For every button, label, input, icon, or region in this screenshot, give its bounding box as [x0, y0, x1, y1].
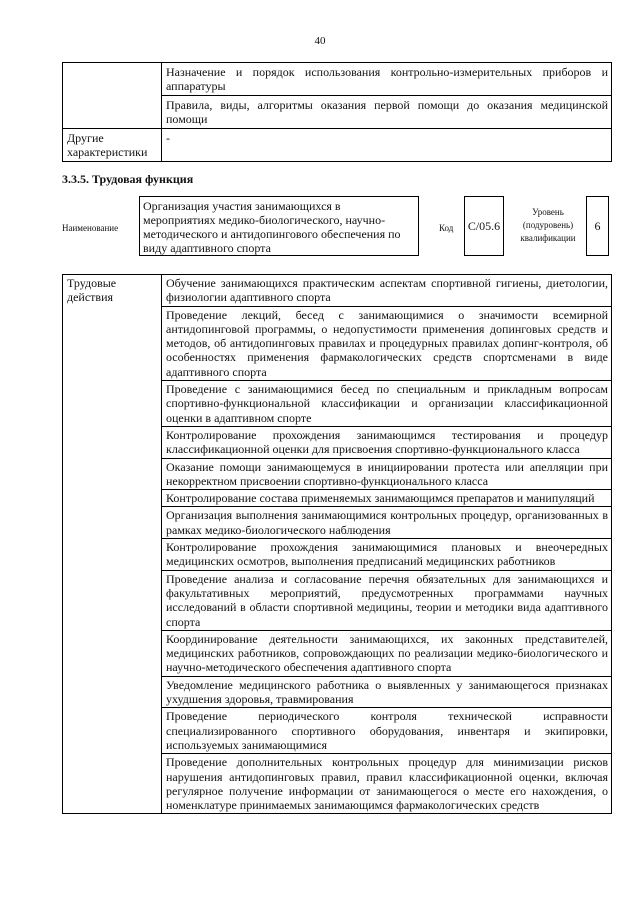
table-cell: Назначение и порядок использования контрольно-измерительных приборов и аппаратуры	[162, 63, 612, 96]
table-cell: Проведение лекций, бесед с занимающимися о значимости всемирной антидопинговой программы, о недопустимости применения допинговых средств и методов, об антидопинговых правилах и процедурных правилах допинг-контроля, об особенностях применения фармакологических средств спортсменами в виде адаптивного спорта	[162, 306, 612, 380]
page-number: 40	[314, 35, 326, 47]
table-cell: Уведомление медицинского работника о выявленных у занимающегося признаках ухудшения здоровья, травмирования	[162, 676, 612, 708]
function-code: C/05.6	[464, 196, 504, 256]
row-label	[63, 63, 162, 129]
function-name: Организация участия занимающихся в мероприятиях медико-биологического, научно-методического и антидопингового обеспечения по виду адаптивного спорта	[139, 196, 419, 256]
table-cell: -	[162, 129, 612, 162]
code-label: Код	[439, 223, 454, 233]
table-cell: Обучение занимающихся практическим аспектам спортивной гигиены, диетологии, физиологии адаптивного спорта	[162, 275, 612, 307]
table-cell: Контролирование прохождения занимающимся тестирования и процедур классификационной оценки для присвоения спортивно-функционального класса	[162, 426, 612, 458]
row-label: Другие характеристики	[63, 129, 162, 162]
table-row	[63, 129, 612, 162]
table-cell: Правила, виды, алгоритмы оказания первой помощи до оказания медицинской помощи	[162, 96, 612, 129]
section-heading: 3.3.5. Трудовая функция	[62, 172, 194, 186]
name-label: Наименование	[62, 223, 119, 233]
table-cell: Организация выполнения занимающимися контрольных процедур, организованных в рамках медико-биологического наблюдения	[162, 507, 612, 539]
table-cell: Оказание помощи занимающемуся в инициировании протеста или апелляции при некорректном присвоении спортивно-функционального класса	[162, 458, 612, 490]
function-level: 6	[586, 196, 609, 256]
table-cell: Проведение периодического контроля технической исправности специализированного спортивного оборудования, инвентаря и экипировки, используемых занимающимися	[162, 708, 612, 754]
level-label: Уровень (подуровень) квалификации	[520, 207, 576, 243]
function-header	[62, 196, 612, 262]
table-row	[63, 275, 612, 307]
table-cell: Проведение с занимающимися бесед по специальным и прикладным вопросам спортивно-функциональной классификации и организации классификационной оценки в адаптивном спорте	[162, 381, 612, 427]
knowledge-table	[62, 62, 612, 162]
table-cell: Проведение дополнительных контрольных процедур для минимизации рисков нарушения антидопинговых правил, правил классификационной оценки, включая регулярное получение информации от занимающегося о месте его нахождения, о номенклатуре принимаемых занимающимся фармакологических средств	[162, 754, 612, 814]
table-cell: Контролирование прохождения занимающимися плановых и внеочередных медицинских осмотров, выполнения предписаний медицинских работников	[162, 539, 612, 571]
table-cell: Контролирование состава применяемых занимающимся препаратов и манипуляций	[162, 490, 612, 507]
actions-table	[62, 274, 612, 814]
table-cell: Координирование деятельности занимающихся, их законных представителей, медицинских работников, сопровождающих по реализации медико-биологического и научно-методического обеспечения адаптивного спорта	[162, 630, 612, 676]
table-cell: Проведение анализа и согласование перечня обязательных для занимающихся и факультативных мероприятий, предусмотренных программами научных исследований в области спортивной медицины, теории и методики вида адаптивного спорта	[162, 570, 612, 630]
table-row	[63, 63, 612, 96]
row-label: Трудовые действия	[63, 275, 162, 814]
